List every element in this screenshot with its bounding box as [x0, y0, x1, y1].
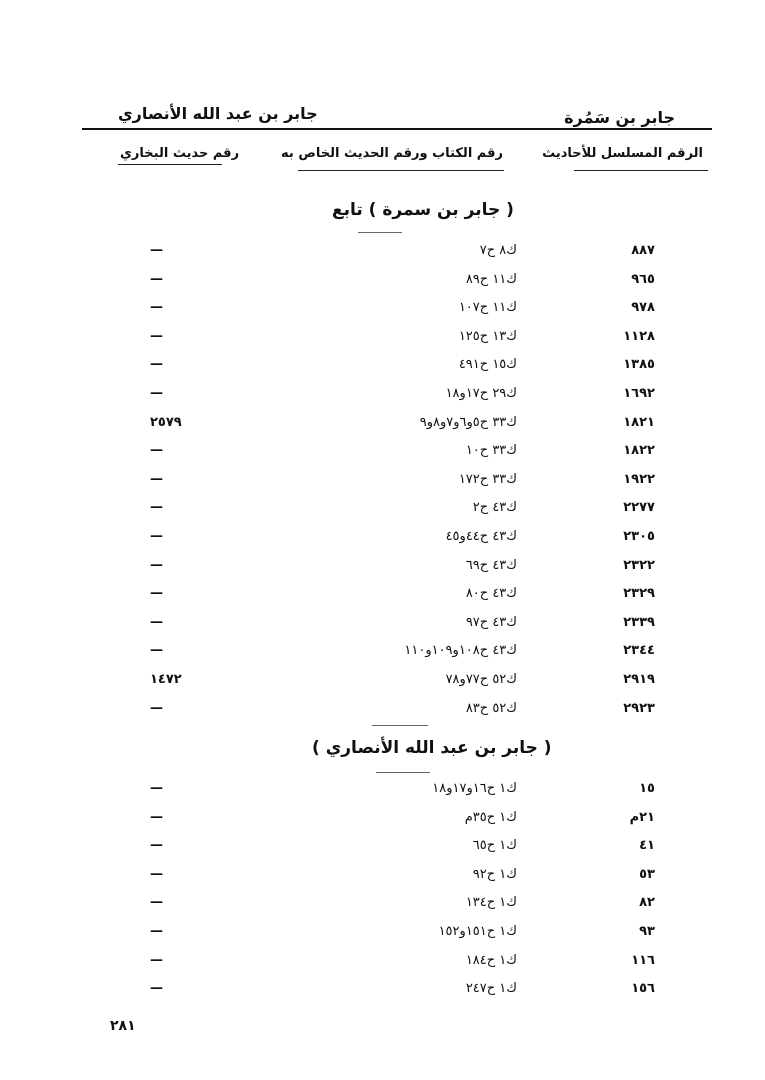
bukhari-number: ١٤٧٢ [150, 672, 182, 687]
table-row [0, 867, 765, 891]
book-hadith-ref: ك٤٣ ح٤٤و٤٥ [445, 529, 517, 544]
table-row [0, 672, 765, 696]
serial-number: ٢١م [629, 810, 655, 825]
serial-number: ١٣٨٥ [623, 357, 655, 372]
table-row [0, 243, 765, 267]
column-header-bukhari: رقم حديث البخاري [120, 146, 240, 161]
serial-number: ٢٩٢٣ [623, 701, 655, 716]
book-hadith-ref: ك٣٣ ح١٠ [465, 443, 517, 458]
table-row [0, 810, 765, 834]
bukhari-number: — [150, 558, 163, 573]
table-row [0, 415, 765, 439]
table-row [0, 529, 765, 553]
book-hadith-ref: ك١ ح١٨٤ [465, 953, 517, 968]
book-hadith-ref: ك٣٣ ح٥و٦و٧و٨و٩ [419, 415, 517, 430]
table-row [0, 329, 765, 353]
book-hadith-ref: ك٤٣ ح٢ [472, 500, 517, 515]
bukhari-number: — [150, 924, 163, 939]
section-divider [376, 772, 430, 773]
table-row [0, 558, 765, 582]
serial-number: ٩٦٥ [631, 272, 655, 287]
section-divider [358, 232, 402, 233]
bukhari-number: — [150, 781, 163, 796]
section-divider [372, 725, 428, 726]
book-hadith-ref: ك١١ ح١٠٧ [458, 300, 517, 315]
serial-number: ١٥٦ [631, 981, 655, 996]
book-hadith-ref: ك١ ح١٦و١٧و١٨ [432, 781, 517, 796]
bukhari-number: — [150, 701, 163, 716]
book-hadith-ref: ك١ ح٢٤٧ [465, 981, 517, 996]
serial-number: ١١٢٨ [623, 329, 655, 344]
serial-number: ٢٣٢٢ [623, 558, 655, 573]
table-row [0, 500, 765, 524]
book-hadith-ref: ك٥٢ ح٨٣ [465, 701, 517, 716]
serial-number: ٢٢٧٧ [623, 500, 655, 515]
book-hadith-ref: ك٨ ح٧ [479, 243, 517, 258]
table-row [0, 472, 765, 496]
bukhari-number: — [150, 300, 163, 315]
serial-number: ٤١ [639, 838, 655, 853]
serial-number: ١٨٢١ [623, 415, 655, 430]
book-hadith-ref: ك٤٣ ح٨٠ [465, 586, 517, 601]
book-hadith-ref: ك٥٢ ح٧٧و٧٨ [445, 672, 517, 687]
serial-number: ١٦٩٢ [623, 386, 655, 401]
bukhari-number: — [150, 867, 163, 882]
table-row [0, 924, 765, 948]
book-hadith-ref: ك١٣ ح١٢٥ [458, 329, 517, 344]
column-header-serial: الرقم المسلسل للأحاديث [542, 146, 703, 161]
page-number: ٢٨١ [110, 1018, 136, 1034]
bukhari-number: — [150, 443, 163, 458]
table-row [0, 701, 765, 725]
serial-number: ٢٣٠٥ [623, 529, 655, 544]
serial-number: ٨٢ [639, 895, 655, 910]
book-hadith-ref: ك٤٣ ح١٠٨و١٠٩و١١٠ [404, 643, 517, 658]
running-header-right: جابر بن سَمُرة [564, 108, 675, 127]
serial-number: ٢٣٣٩ [623, 615, 655, 630]
serial-number: ١٨٢٢ [623, 443, 655, 458]
table-row [0, 981, 765, 1005]
serial-number: ١٥ [639, 781, 655, 796]
section-title: ( جابر بن عبد الله الأنصاري ) [312, 738, 552, 758]
book-hadith-ref: ك١ ح٣٥م [464, 810, 517, 825]
table-row [0, 953, 765, 977]
book-hadith-ref: ك١ ح٦٥ [472, 838, 517, 853]
bukhari-number: ٢٥٧٩ [150, 415, 182, 430]
book-hadith-ref: ك٢٩ ح١٧و١٨ [445, 386, 517, 401]
table-row [0, 643, 765, 667]
serial-number: ٨٨٧ [631, 243, 655, 258]
bukhari-number: — [150, 500, 163, 515]
serial-number: ١١٦ [631, 953, 655, 968]
table-row [0, 357, 765, 381]
bukhari-number: — [150, 386, 163, 401]
book-hadith-ref: ك٤٣ ح٦٩ [465, 558, 517, 573]
column-header-bukhari-underline [118, 164, 222, 165]
column-header-book-hadith: رقم الكتاب ورقم الحديث الخاص به [281, 146, 503, 161]
table-row [0, 443, 765, 467]
bukhari-number: — [150, 243, 163, 258]
section-title: ( جابر بن سمرة ) تابع [332, 200, 514, 220]
table-row [0, 300, 765, 324]
header-rule [82, 128, 712, 130]
table-row [0, 586, 765, 610]
serial-number: ٢٩١٩ [623, 672, 655, 687]
serial-number: ٩٣ [639, 924, 655, 939]
bukhari-number: — [150, 329, 163, 344]
table-row [0, 615, 765, 639]
column-header-serial-underline [574, 170, 708, 171]
bukhari-number: — [150, 838, 163, 853]
book-hadith-ref: ك١ ح٩٢ [472, 867, 517, 882]
bukhari-number: — [150, 981, 163, 996]
table-row [0, 386, 765, 410]
book-hadith-ref: ك١١ ح٨٩ [465, 272, 517, 287]
bukhari-number: — [150, 357, 163, 372]
bukhari-number: — [150, 586, 163, 601]
table-row [0, 895, 765, 919]
book-hadith-ref: ك٣٣ ح١٧٢ [458, 472, 517, 487]
book-hadith-ref: ك١٥ ح٤٩١ [458, 357, 517, 372]
serial-number: ٩٧٨ [631, 300, 655, 315]
book-hadith-ref: ك١ ح١٥١و١٥٢ [438, 924, 517, 939]
bukhari-number: — [150, 810, 163, 825]
bukhari-number: — [150, 895, 163, 910]
serial-number: ١٩٢٢ [623, 472, 655, 487]
bukhari-number: — [150, 615, 163, 630]
book-hadith-ref: ك١ ح١٣٤ [465, 895, 517, 910]
serial-number: ٥٣ [639, 867, 655, 882]
column-header-book-hadith-underline [298, 170, 504, 171]
running-header-left: جابر بن عبد الله الأنصاري [118, 104, 318, 123]
serial-number: ٢٣٢٩ [623, 586, 655, 601]
table-row [0, 838, 765, 862]
book-hadith-ref: ك٤٣ ح٩٧ [465, 615, 517, 630]
bukhari-number: — [150, 529, 163, 544]
serial-number: ٢٣٤٤ [623, 643, 655, 658]
bukhari-number: — [150, 272, 163, 287]
table-row [0, 781, 765, 805]
bukhari-number: — [150, 643, 163, 658]
bukhari-number: — [150, 472, 163, 487]
bukhari-number: — [150, 953, 163, 968]
table-row [0, 272, 765, 296]
